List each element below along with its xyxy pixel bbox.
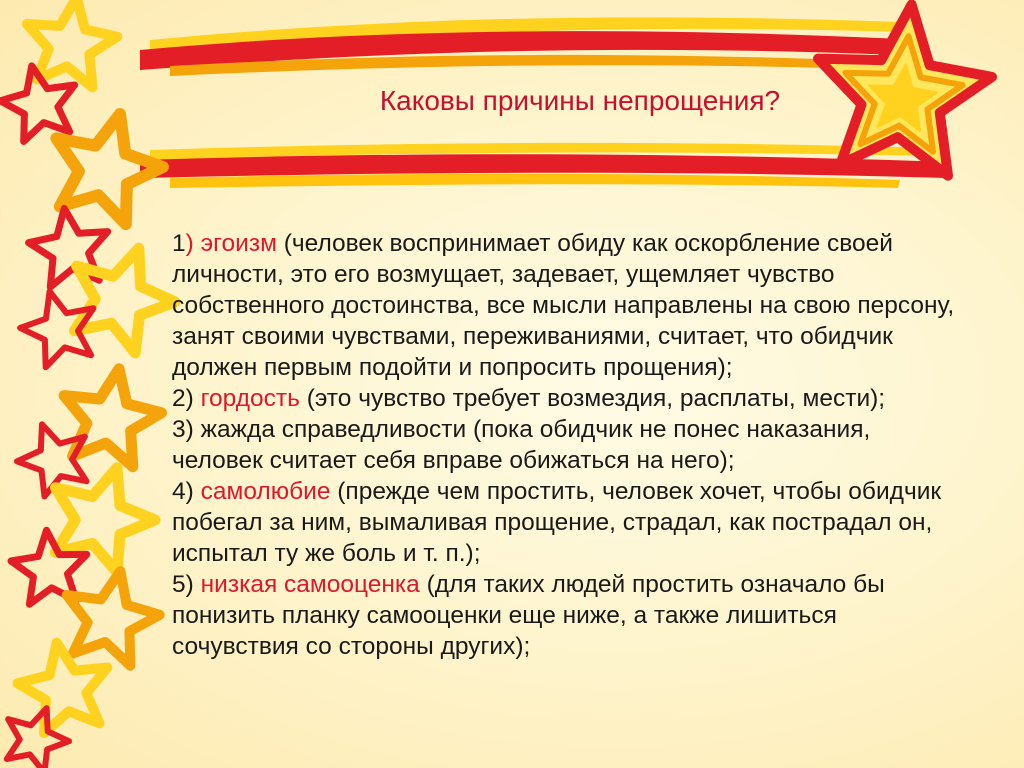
item-keyword: низкая самооценка bbox=[200, 571, 420, 598]
item-separator: ) bbox=[185, 230, 194, 257]
item-keyword: самолюбие bbox=[200, 478, 331, 505]
item-continuation-line: человек считает себя вправе обижаться на него); bbox=[172, 447, 735, 474]
item-text: (для таких людей простить означало бы bbox=[426, 571, 885, 598]
reasons-list bbox=[172, 228, 1002, 662]
list-item bbox=[172, 569, 1002, 600]
list-item bbox=[172, 383, 1002, 414]
item-number: 3 bbox=[172, 416, 186, 443]
item-separator: ) bbox=[185, 416, 194, 443]
item-continuation-line: понизить планку самооценки еще ниже, а также лишиться bbox=[172, 602, 837, 629]
item-number: 2 bbox=[172, 385, 186, 412]
item-keyword: гордость bbox=[200, 385, 300, 412]
item-keyword: эгоизм bbox=[200, 230, 277, 257]
middle-ribbon bbox=[140, 143, 950, 188]
item-separator: ) bbox=[185, 478, 194, 505]
item-number: 1 bbox=[172, 230, 186, 257]
item-continuation-line: побегал за ним, вымаливая прощение, страдал, как пострадал он, bbox=[172, 509, 933, 536]
item-separator: ) bbox=[185, 571, 194, 598]
item-continuation-line: сочувствия со стороны других); bbox=[172, 633, 531, 660]
star-outline bbox=[74, 248, 175, 353]
item-number: 4 bbox=[172, 478, 186, 505]
star-outline bbox=[67, 571, 160, 666]
star-outline bbox=[0, 66, 74, 142]
item-continuation-line: испытал ту же боль и т. п.); bbox=[172, 540, 481, 567]
item-number: 5 bbox=[172, 571, 186, 598]
item-text: (человек воспринимает обиду как оскорбление своей bbox=[283, 230, 893, 257]
item-text: (прежде чем простить, человек хочет, чтобы обидчик bbox=[337, 478, 942, 505]
item-text: жажда справедливости (пока обидчик не понес наказания, bbox=[200, 416, 871, 443]
list-item bbox=[172, 414, 1002, 445]
list-item bbox=[172, 228, 1002, 259]
slide-title: Каковы причины непрощения? bbox=[379, 85, 781, 116]
item-separator: ) bbox=[185, 385, 194, 412]
list-item bbox=[172, 476, 1002, 507]
star-outline bbox=[20, 291, 93, 367]
star-outline bbox=[18, 643, 108, 733]
item-continuation-line: занят своими чувствами, переживаниями, считает, что обидчик bbox=[172, 323, 893, 350]
item-text: (это чувство требует возмездия, расплаты, мести); bbox=[306, 385, 886, 412]
item-continuation-line: собственного достоинства, все мысли направлены на свою персону, bbox=[172, 292, 955, 319]
item-continuation-line: личности, это его возмущает, задевает, ущемляет чувство bbox=[172, 261, 835, 288]
top-ribbon bbox=[140, 17, 922, 76]
item-continuation-line: должен первым подойти и попросить прощения); bbox=[172, 354, 733, 381]
star-column bbox=[0, 0, 175, 768]
